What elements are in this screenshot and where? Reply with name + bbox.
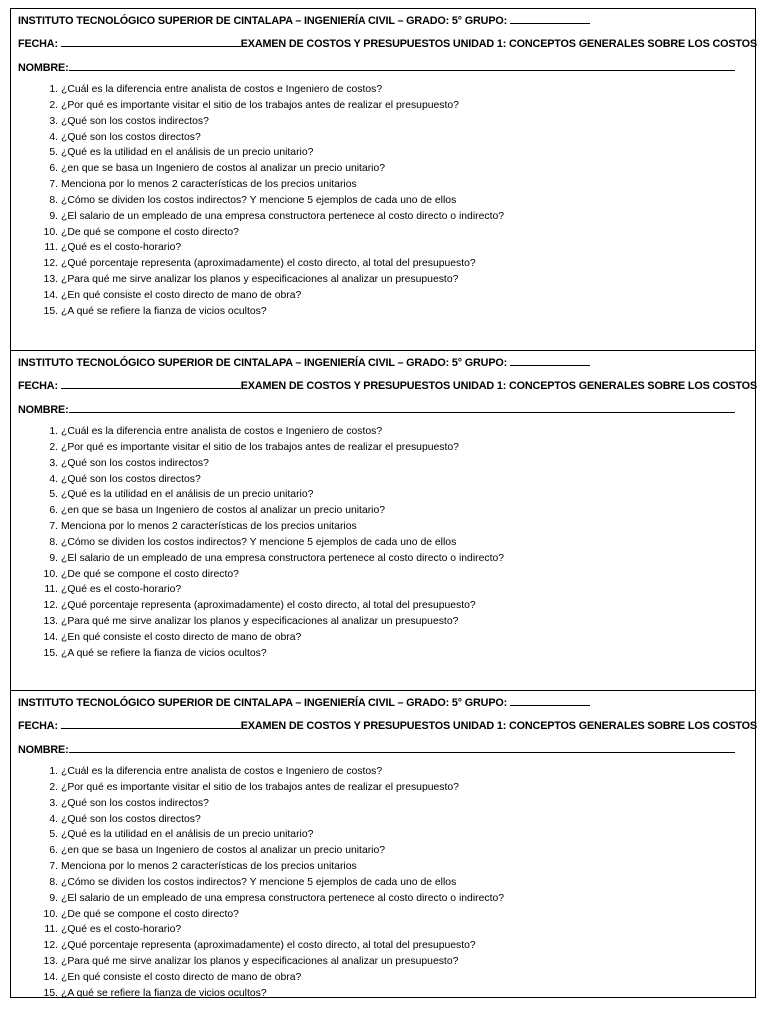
nombre-blank[interactable] (69, 402, 735, 413)
institute-text: INSTITUTO TECNOLÓGICO SUPERIOR DE CINTALAPA – INGENIERÍA CIVIL – GRADO: 5° GRUPO: (18, 697, 510, 709)
nombre-line (18, 402, 735, 416)
exam-copy-3: INSTITUTO TECNOLÓGICO SUPERIOR DE CINTALAPA – INGENIERÍA CIVIL – GRADO: 5° GRUPO: FECHA: EXAMEN DE COSTOS Y PRESUPUESTOS UNIDAD 1: CONCEPTOS GENERALES SOBRE LOS COSTOS NOMBRE: 1. ¿Cuál es la diferencia entre analista de costos e Ingeniero de costos? 2. ¿Por qué es importante visitar el sitio de los trabajos antes de realizar el presupuesto? 3. ¿Qué son los costos indirectos? 4. ¿Qué son los costos directos? 5. ¿Qué es la utilidad en el análisis de un precio unitario? 6. ¿en que se basa un Ingeniero de costos al analizar un precio unitario? 7. Menciona por lo menos 2 características de los precios unitarios 8. ¿Cómo se dividen los costos indirectos? Y mencione 5 ejemplos de cada uno de ellos 9. ¿El salario de un empleado de una empresa constructora pertenece al costo directo o indirecto? 10. ¿De qué se compone el costo directo? 11. ¿Qué es el costo-horario? 12. ¿Qué porcentaje representa (aproximadamente) el costo directo, al total del presupuesto? 13. ¿Para qué me sirve analizar los planos y especificaciones al analizar un presupuesto? 14. ¿En qué consiste el costo directo de mano de obra? 15. ¿A qué se refiere la fianza de vicios ocultos? (18, 697, 757, 999)
exam-sheet (10, 8, 756, 998)
exam-copy-2: INSTITUTO TECNOLÓGICO SUPERIOR DE CINTALAPA – INGENIERÍA CIVIL – GRADO: 5° GRUPO: FECHA: EXAMEN DE COSTOS Y PRESUPUESTOS UNIDAD 1: CONCEPTOS GENERALES SOBRE LOS COSTOS NOMBRE: 1. ¿Cuál es la diferencia entre analista de costos e Ingeniero de costos? 2. ¿Por qué es importante visitar el sitio de los trabajos antes de realizar el presupuesto? 3. ¿Qué son los costos indirectos? 4. ¿Qué son los costos directos? 5. ¿Qué es la utilidad en el análisis de un precio unitario? 6. ¿en que se basa un Ingeniero de costos al analizar un precio unitario? 7. Menciona por lo menos 2 características de los precios unitarios 8. ¿Cómo se dividen los costos indirectos? Y mencione 5 ejemplos de cada uno de ellos 9. ¿El salario de un empleado de una empresa constructora pertenece al costo directo o indirecto? 10. ¿De qué se compone el costo directo? 11. ¿Qué es el costo-horario? 12. ¿Qué porcentaje representa (aproximadamente) el costo directo, al total del presupuesto? 13. ¿Para qué me sirve analizar los planos y especificaciones al analizar un presupuesto? 14. ¿En qué consiste el costo directo de mano de obra? 15. ¿A qué se refiere la fianza de vicios ocultos? (11, 351, 755, 691)
fecha-label: FECHA: (18, 380, 61, 392)
nombre-line (18, 742, 735, 756)
institute-line (18, 13, 590, 27)
fecha-label: FECHA: (18, 38, 61, 50)
institute-text: INSTITUTO TECNOLÓGICO SUPERIOR DE CINTALAPA – INGENIERÍA CIVIL – GRADO: 5° GRUPO: (18, 15, 510, 27)
exam-copy-1: INSTITUTO TECNOLÓGICO SUPERIOR DE CINTALAPA – INGENIERÍA CIVIL – GRADO: 5° GRUPO: FECHA: EXAMEN DE COSTOS Y PRESUPUESTOS UNIDAD 1: CONCEPTOS GENERALES SOBRE LOS COSTOS NOMBRE: 1. ¿Cuál es la diferencia entre analista de costos e Ingeniero de costos? 2. ¿Por qué es importante visitar el sitio de los trabajos antes de realizar el presupuesto? 3. ¿Qué son los costos indirectos? 4. ¿Qué son los costos directos? 5. ¿Qué es la utilidad en el análisis de un precio unitario? 6. ¿en que se basa un Ingeniero de costos al analizar un precio unitario? 7. Menciona por lo menos 2 características de los precios unitarios 8. ¿Cómo se dividen los costos indirectos? Y mencione 5 ejemplos de cada uno de ellos 9. ¿El salario de un empleado de una empresa constructora pertenece al costo directo o indirecto? 10. ¿De qué se compone el costo directo? 11. ¿Qué es el costo-horario? 12. ¿Qué porcentaje representa (aproximadamente) el costo directo, al total del presupuesto? 13. ¿Para qué me sirve analizar los planos y especificaciones al analizar un presupuesto? 14. ¿En qué consiste el costo directo de mano de obra? 15. ¿A qué se refiere la fianza de vicios ocultos? (11, 9, 755, 351)
nombre-label: NOMBRE: (18, 744, 69, 756)
exam-title: EXAMEN DE COSTOS Y PRESUPUESTOS UNIDAD 1: CONCEPTOS GENERALES SOBRE LOS COSTOS (240, 380, 757, 392)
institute-line (18, 695, 590, 709)
fecha-blank[interactable] (61, 718, 241, 729)
institute-line (18, 355, 590, 369)
grupo-blank[interactable] (510, 355, 590, 366)
fecha-blank[interactable] (61, 378, 241, 389)
grupo-blank[interactable] (510, 695, 590, 706)
nombre-label: NOMBRE: (18, 404, 69, 416)
nombre-line (18, 60, 735, 74)
institute-text: INSTITUTO TECNOLÓGICO SUPERIOR DE CINTALAPA – INGENIERÍA CIVIL – GRADO: 5° GRUPO: (18, 357, 510, 369)
nombre-blank[interactable] (69, 742, 735, 753)
fecha-line (18, 36, 757, 50)
nombre-blank[interactable] (69, 60, 735, 71)
nombre-label: NOMBRE: (18, 62, 69, 74)
fecha-line (18, 718, 757, 732)
fecha-blank[interactable] (61, 36, 241, 47)
exam-title: EXAMEN DE COSTOS Y PRESUPUESTOS UNIDAD 1: CONCEPTOS GENERALES SOBRE LOS COSTOS (240, 720, 757, 732)
fecha-label: FECHA: (18, 720, 61, 732)
fecha-line (18, 378, 757, 392)
exam-title: EXAMEN DE COSTOS Y PRESUPUESTOS UNIDAD 1: CONCEPTOS GENERALES SOBRE LOS COSTOS (240, 38, 757, 50)
grupo-blank[interactable] (510, 13, 590, 24)
